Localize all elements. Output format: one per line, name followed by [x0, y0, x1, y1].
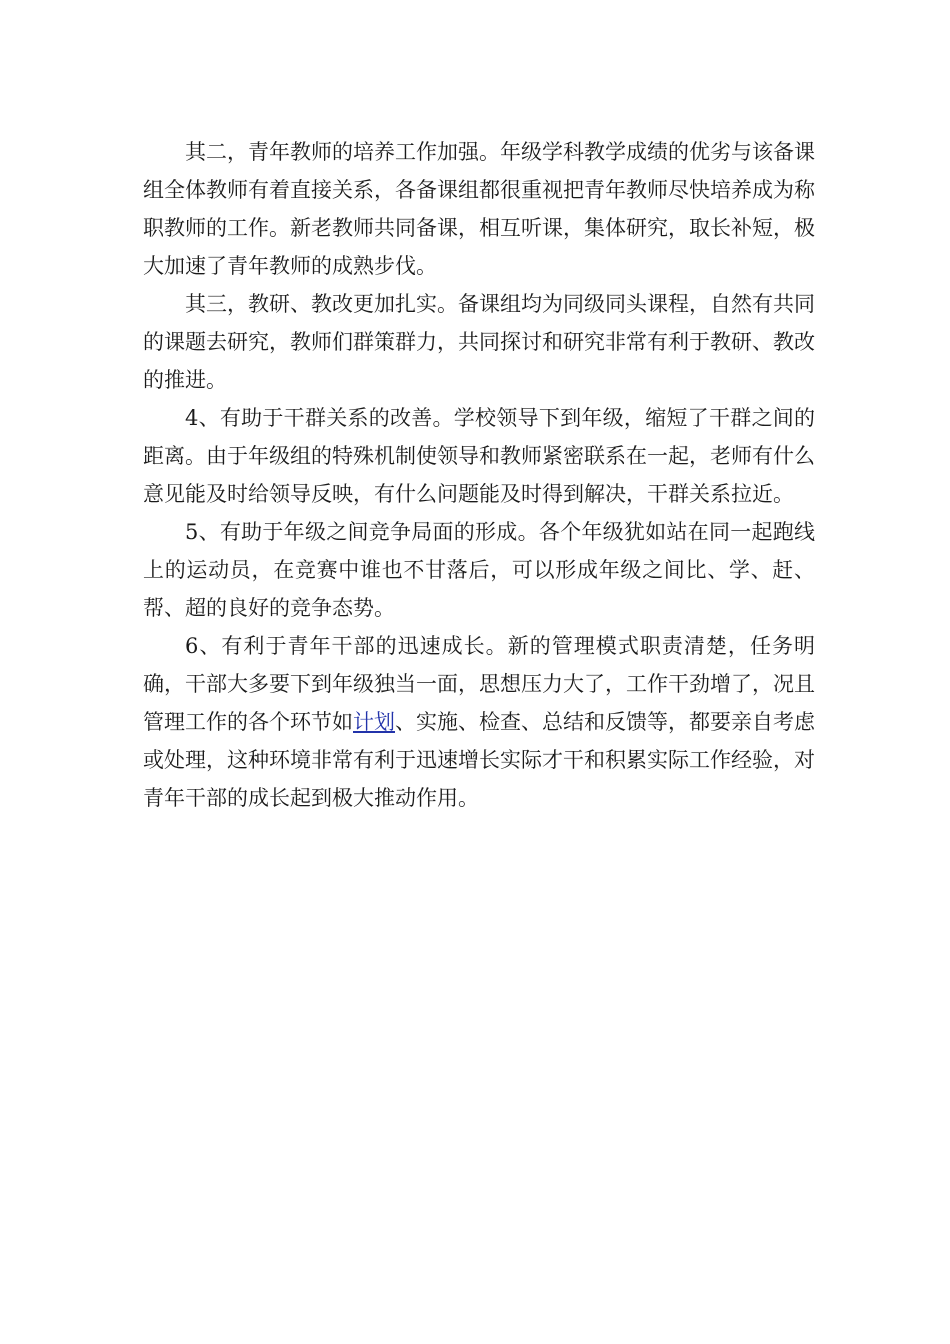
- paragraph-young-teacher-training: 其二，青年教师的培养工作加强。年级学科教学成绩的优劣与该备课组全体教师有着直接关系，各备课组都很重视把青年教师尽快培养成为称职教师的工作。新老教师共同备课，相互听课，集体研究，取长补短，极大加速了青年教师的成熟步伐。: [143, 140, 815, 278]
- paragraph-text-after-link: 、实施、检查、总结和反馈等，都要亲自考虑或处理，这种环境非常有利于迅速增长实际才干和积累实际工作经验，对青年干部的成长起到极大推动作用。: [143, 710, 815, 810]
- paragraph-teaching-research: 其三，教研、教改更加扎实。备课组均为同级同头课程，自然有共同的课题去研究，教师们群策群力，共同探讨和研究非常有利于教研、教改的推进。: [143, 292, 815, 392]
- plan-link[interactable]: 计划: [353, 710, 395, 734]
- paragraph-young-cadre-growth: [143, 627, 815, 817]
- paragraph-text-before-link: 6、有利于青年干部的迅速成长。新的管理模式职责清楚，任务明确，干部大多要下到年级独当一面，思想压力大了，工作干劲增了，况且管理工作的各个环节如: [143, 634, 815, 734]
- document-body: [143, 133, 815, 817]
- paragraph-cadre-relations: 4、有助于干群关系的改善。学校领导下到年级，缩短了干群之间的距离。由于年级组的特殊机制使领导和教师紧密联系在一起，老师有什么意见能及时给领导反映，有什么问题能及时得到解决，干群关系拉近。: [143, 406, 815, 506]
- paragraph-grade-competition: 5、有助于年级之间竞争局面的形成。各个年级犹如站在同一起跑线上的运动员，在竞赛中谁也不甘落后，可以形成年级之间比、学、赶、帮、超的良好的竞争态势。: [143, 520, 815, 620]
